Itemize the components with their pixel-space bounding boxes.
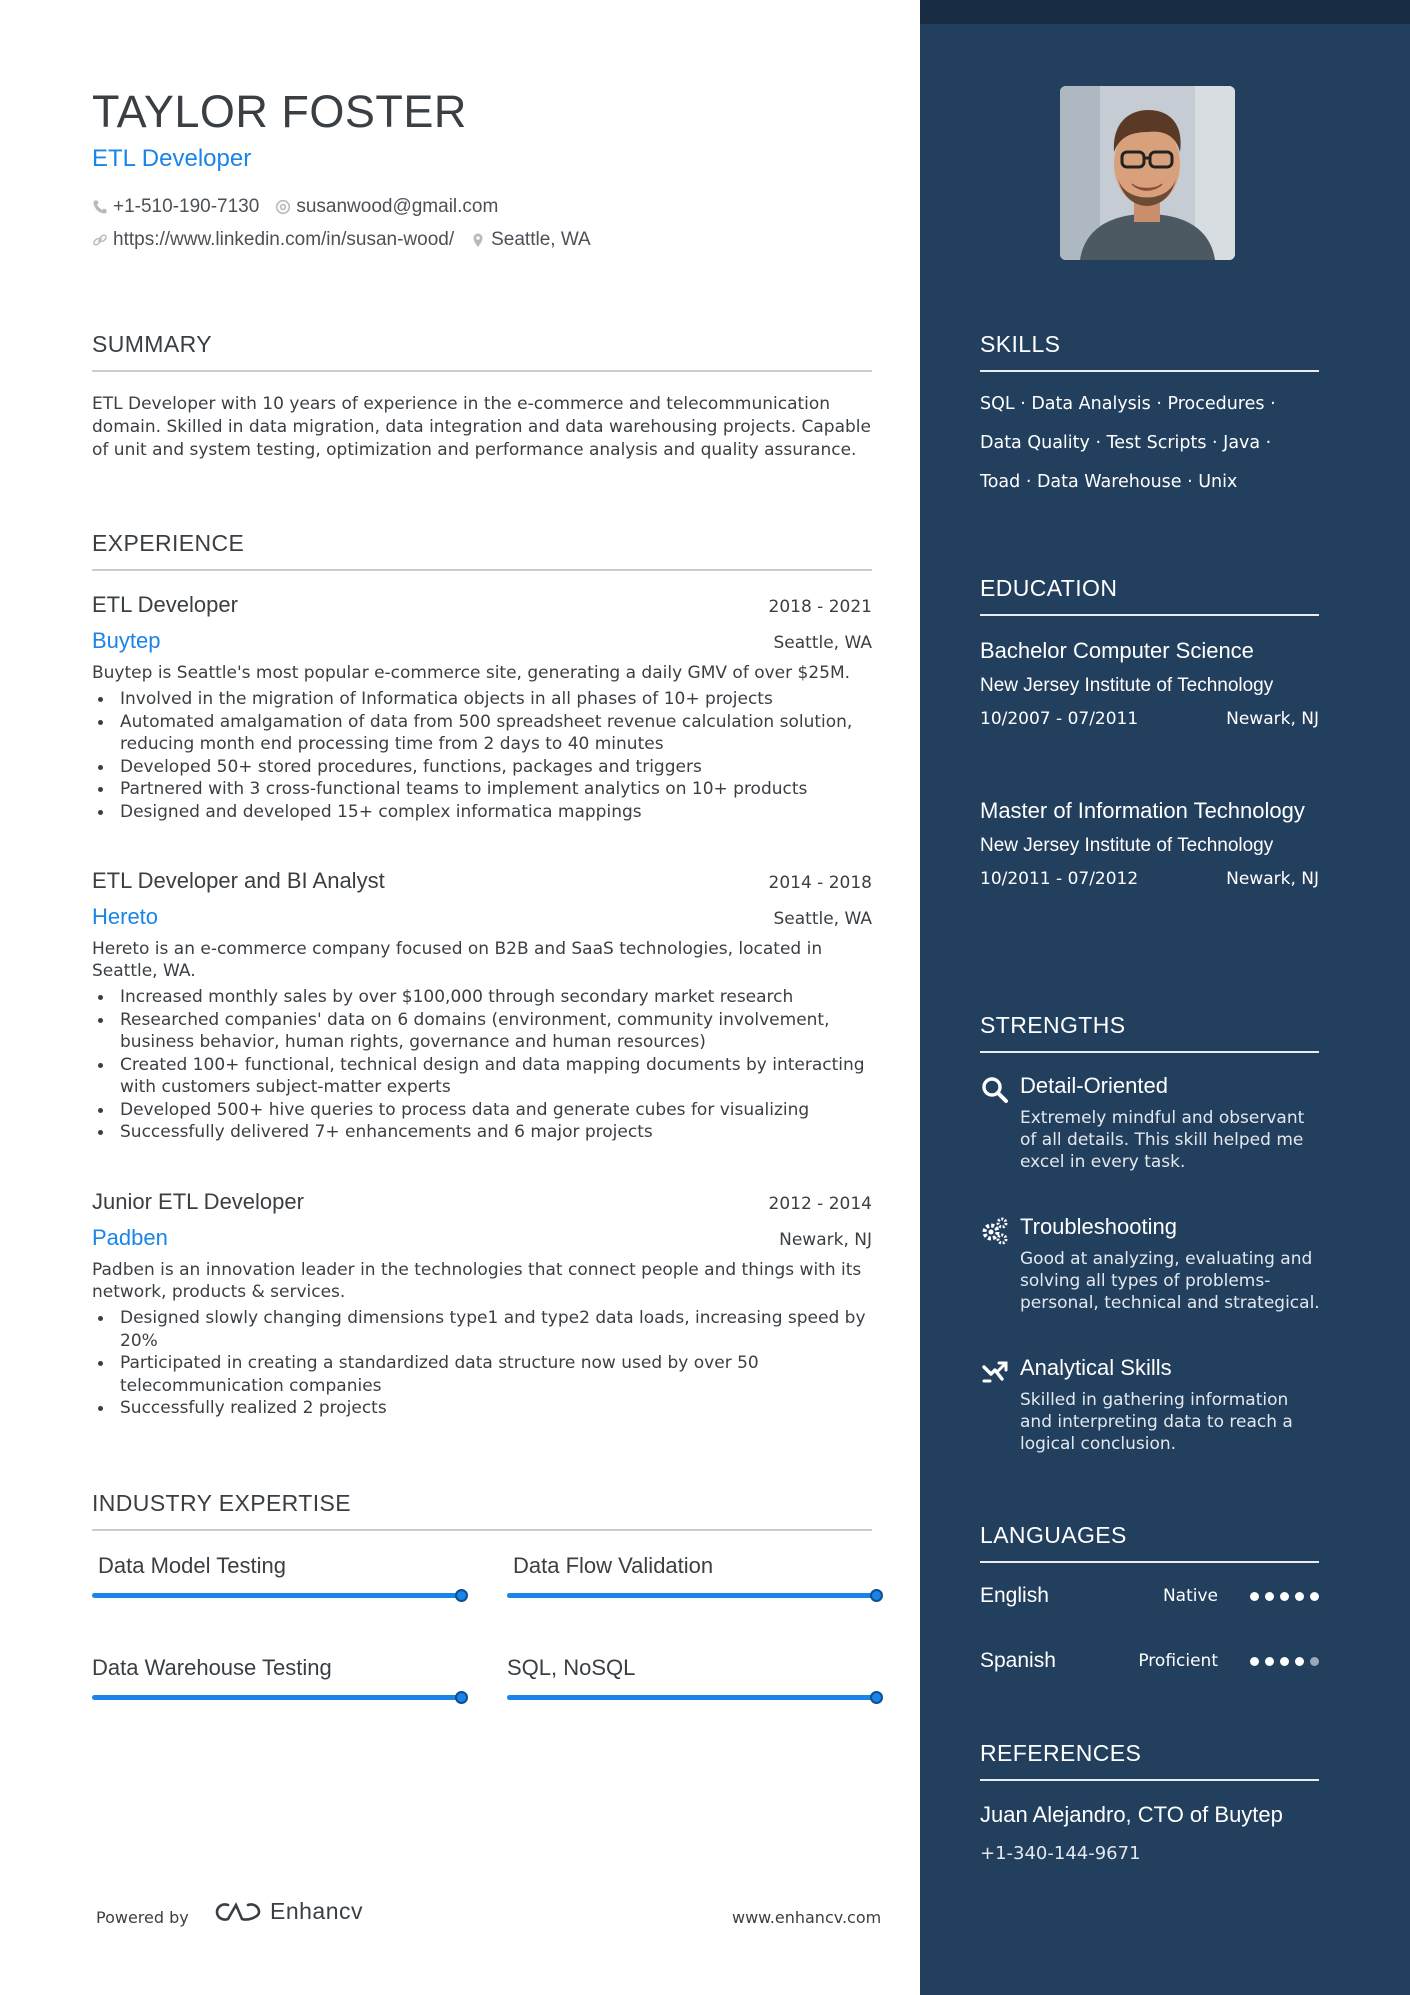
industry-label: Data Flow Validation <box>513 1553 714 1578</box>
education-location: Newark, NJ <box>1226 869 1319 889</box>
job-bullet: Successfully realized 2 projects <box>92 1397 872 1420</box>
strength-item <box>980 1214 1325 1314</box>
enhancv-logo[interactable] <box>214 1898 363 1925</box>
candidate-title: ETL Developer <box>92 145 252 172</box>
experience-heading: EXPERIENCE <box>92 530 872 571</box>
industry-level-dot <box>870 1691 883 1704</box>
language-dots <box>1244 1657 1319 1666</box>
job-company: Padben <box>92 1225 168 1250</box>
contact-location <box>470 229 591 251</box>
education-location: Newark, NJ <box>1226 709 1319 729</box>
gears-icon <box>980 1216 1010 1246</box>
strength-description: Skilled in gathering information and interpreting data to reach a logical conclusion. <box>1020 1390 1293 1454</box>
experience-entry <box>92 868 872 1144</box>
location-text: Seattle, WA <box>491 229 591 250</box>
industry-level-dot <box>870 1589 883 1602</box>
industry-level-dot <box>455 1691 468 1704</box>
education-entry <box>980 797 1319 889</box>
education-dates: 10/2011 - 07/2012 <box>980 869 1139 889</box>
candidate-name: TAYLOR FOSTER <box>92 86 467 137</box>
strength-description: Good at analyzing, evaluating and solving all types of problems- personal, technical and strategical. <box>1020 1249 1320 1313</box>
job-company: Buytep <box>92 628 161 653</box>
language-dots <box>1244 1592 1319 1601</box>
references-heading: REFERENCES <box>980 1740 1319 1781</box>
language-dot <box>1295 1657 1304 1666</box>
enhancv-logo-icon <box>214 1900 262 1924</box>
language-dot <box>1295 1592 1304 1601</box>
language-item <box>980 1649 1319 1673</box>
industry-level-bar <box>507 1695 877 1700</box>
footer-url[interactable]: www.enhancv.com <box>732 1908 882 1927</box>
job-dates: 2018 - 2021 <box>768 597 872 617</box>
job-bullets <box>92 1307 872 1420</box>
strengths-heading: STRENGTHS <box>980 1012 1319 1053</box>
skills-line: SQL · Data Analysis · Procedures · <box>980 394 1276 414</box>
education-school: New Jersey Institute of Technology <box>980 835 1274 856</box>
job-description: Padben is an innovation leader in the technologies that connect people and things with its network, products & services. <box>92 1260 862 1302</box>
enhancv-brand-text: Enhancv <box>270 1898 364 1924</box>
job-role: ETL Developer and BI Analyst <box>92 868 385 893</box>
language-dot <box>1310 1657 1319 1666</box>
profile-photo <box>1060 86 1235 260</box>
language-level: Native <box>1162 1586 1218 1606</box>
strength-title: Troubleshooting <box>1020 1214 1177 1239</box>
skills-line: Toad · Data Warehouse · Unix <box>980 472 1238 492</box>
profile-photo-image <box>1060 86 1235 260</box>
sidebar <box>920 0 1410 1995</box>
job-bullet: Designed slowly changing dimensions type1 and type2 data loads, increasing speed by 20% <box>92 1307 872 1352</box>
experience-entry <box>92 1189 872 1420</box>
language-name: English <box>980 1584 1049 1607</box>
job-bullets <box>92 986 872 1144</box>
language-name: Spanish <box>980 1649 1056 1672</box>
job-location: Newark, NJ <box>779 1230 872 1250</box>
industry-heading: INDUSTRY EXPERTISE <box>92 1490 872 1531</box>
job-company: Hereto <box>92 904 159 929</box>
link-icon <box>92 232 108 248</box>
job-bullet: Automated amalgamation of data from 500 spreadsheet revenue calculation solution, reducing month end processing time from 2 days to 40 minutes <box>92 711 872 756</box>
contact-email[interactable] <box>275 196 498 218</box>
contact-linkedin[interactable] <box>92 229 454 251</box>
language-dot <box>1265 1657 1274 1666</box>
job-dates: 2014 - 2018 <box>768 873 872 893</box>
reference-name: Juan Alejandro, CTO of Buytep <box>980 1802 1283 1827</box>
strength-item <box>980 1355 1325 1455</box>
industry-level-bar <box>92 1695 462 1700</box>
industry-item <box>507 1655 877 1700</box>
industry-level-bar <box>507 1593 877 1598</box>
language-dot <box>1265 1592 1274 1601</box>
sidebar-top-strip <box>920 0 1410 24</box>
language-dot <box>1250 1592 1259 1601</box>
job-bullet: Participated in creating a standardized data structure now used by over 50 telecommunication companies <box>92 1352 872 1397</box>
job-bullet: Partnered with 3 cross-functional teams to implement analytics on 10+ products <box>92 778 872 801</box>
job-bullet: Involved in the migration of Informatica objects in all phases of 10+ projects <box>92 688 872 711</box>
chart-arrow-icon <box>980 1357 1010 1387</box>
powered-by-text: Powered by <box>96 1908 189 1927</box>
summary-text: ETL Developer with 10 years of experience in the e-commerce and telecommunication domain. Skilled in data migration, data integration and data warehousing projects. Capable of unit and system testing, optimization and performance analysis and quality assurance. <box>92 394 871 460</box>
strength-title: Analytical Skills <box>1020 1355 1172 1380</box>
job-bullet: Created 100+ functional, technical design and data mapping documents by interacting with customers subject-matter experts <box>92 1054 872 1099</box>
email-text: susanwood@gmail.com <box>296 196 499 217</box>
education-dates: 10/2007 - 07/2011 <box>980 709 1139 729</box>
location-pin-icon <box>470 232 486 248</box>
education-school: New Jersey Institute of Technology <box>980 675 1274 696</box>
job-role: Junior ETL Developer <box>92 1189 304 1214</box>
contact-row-2 <box>92 229 607 251</box>
experience-entry <box>92 592 872 823</box>
job-bullet: Researched companies' data on 6 domains (environment, community involvement, business behavior, human rights, governance and human resources) <box>92 1009 872 1054</box>
job-bullet: Increased monthly sales by over $100,000 through secondary market research <box>92 986 872 1009</box>
industry-level-bar <box>92 1593 462 1598</box>
industry-label: SQL, NoSQL <box>507 1655 636 1680</box>
industry-label: Data Warehouse Testing <box>92 1655 332 1680</box>
languages-heading: LANGUAGES <box>980 1522 1319 1563</box>
education-entry <box>980 637 1319 729</box>
education-heading: EDUCATION <box>980 575 1319 616</box>
education-degree: Master of Information Technology <box>980 798 1305 823</box>
language-item <box>980 1584 1319 1608</box>
job-location: Seattle, WA <box>773 909 872 929</box>
strength-item <box>980 1073 1325 1173</box>
phone-icon <box>92 199 108 215</box>
phone-text: +1-510-190-7130 <box>113 196 260 217</box>
job-description: Hereto is an e-commerce company focused on B2B and SaaS technologies, located in Seattle, WA. <box>92 939 823 981</box>
job-bullet: Successfully delivered 7+ enhancements and 6 major projects <box>92 1121 872 1144</box>
job-bullets <box>92 688 872 823</box>
industry-item <box>507 1553 877 1598</box>
job-dates: 2012 - 2014 <box>768 1194 872 1214</box>
language-level: Proficient <box>1138 1651 1218 1671</box>
job-bullet: Developed 50+ stored procedures, functions, packages and triggers <box>92 756 872 779</box>
industry-level-dot <box>455 1589 468 1602</box>
industry-item <box>92 1553 462 1598</box>
job-location: Seattle, WA <box>773 633 872 653</box>
language-dot <box>1310 1592 1319 1601</box>
language-dot <box>1280 1657 1289 1666</box>
contact-row-1 <box>92 196 514 218</box>
job-role: ETL Developer <box>92 592 238 617</box>
skills-heading: SKILLS <box>980 331 1319 372</box>
at-icon <box>275 199 291 215</box>
job-bullet: Developed 500+ hive queries to process data and generate cubes for visualizing <box>92 1099 872 1122</box>
contact-phone <box>92 196 259 218</box>
language-dot <box>1250 1657 1259 1666</box>
job-description: Buytep is Seattle's most popular e-commerce site, generating a daily GMV of over $25M. <box>92 663 851 683</box>
summary-heading: SUMMARY <box>92 331 872 372</box>
strength-description: Extremely mindful and observant of all details. This skill helped me excel in every task. <box>1020 1108 1305 1172</box>
skills-line: Data Quality · Test Scripts · Java · <box>980 433 1272 453</box>
language-dot <box>1280 1592 1289 1601</box>
reference-phone: +1-340-144-9671 <box>980 1843 1141 1864</box>
magnifier-icon <box>980 1075 1010 1105</box>
job-bullet: Designed and developed 15+ complex informatica mappings <box>92 801 872 824</box>
linkedin-text: https://www.linkedin.com/in/susan-wood/ <box>113 229 455 250</box>
industry-label: Data Model Testing <box>98 1553 286 1578</box>
education-degree: Bachelor Computer Science <box>980 638 1254 663</box>
industry-item <box>92 1655 462 1700</box>
strength-title: Detail-Oriented <box>1020 1073 1168 1098</box>
